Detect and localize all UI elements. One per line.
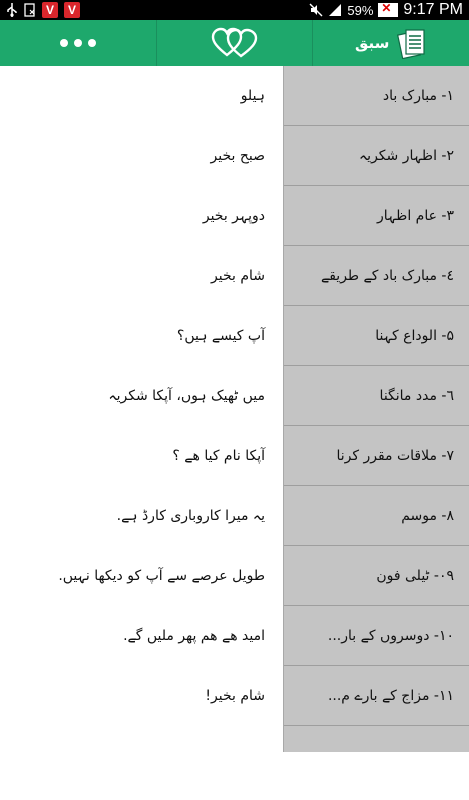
- phrase-item[interactable]: امید ھے ھم پھر ملیں گے.: [123, 628, 265, 644]
- signal-icon: [328, 3, 342, 17]
- phrase-item[interactable]: شام بخیر!: [205, 688, 265, 704]
- phrase-item[interactable]: ہیلو: [240, 88, 265, 104]
- more-dots-icon: [58, 38, 98, 48]
- bottom-blank-area: [0, 752, 469, 800]
- lesson-item[interactable]: ۸- موسم: [284, 486, 469, 546]
- lesson-item[interactable]: ۱۰- دوسروں کے بار...: [284, 606, 469, 666]
- system-icons: [309, 0, 469, 20]
- lesson-item[interactable]: ۰۹- ٹیلی فون: [284, 546, 469, 606]
- phrase-item[interactable]: طویل عرصے سے آپ کو دیکھا نہیں.: [58, 568, 265, 584]
- phrase-item[interactable]: آپ کیسے ہیں؟: [176, 328, 265, 344]
- lesson-item[interactable]: ۵- الوداع کہنا: [284, 306, 469, 366]
- vpn-icon: V: [64, 2, 80, 18]
- phrase-list: [0, 66, 283, 726]
- lessons-tab-label: سبق: [354, 34, 390, 52]
- lesson-item[interactable]: ۱۱- مزاج کے بارے م...: [284, 666, 469, 726]
- battery-icon: ✕: [378, 3, 398, 17]
- document-icon: [397, 27, 427, 59]
- lesson-item[interactable]: ۷- ملاقات مقرر کرنا: [284, 426, 469, 486]
- status-bar: [0, 0, 469, 20]
- usb-icon: [6, 3, 18, 17]
- sim-error-icon: [24, 3, 36, 17]
- phrase-item[interactable]: صبح بخیر: [210, 148, 265, 164]
- lesson-item[interactable]: ۲- اظہار شکریہ: [284, 126, 469, 186]
- notification-icons: [0, 0, 80, 20]
- phrase-item[interactable]: دوپہر بخیر: [202, 208, 265, 224]
- lesson-list: [283, 66, 469, 752]
- more-options-button[interactable]: [0, 20, 157, 66]
- mute-icon: [309, 3, 323, 17]
- lessons-tab[interactable]: [313, 20, 469, 66]
- phrase-item[interactable]: یہ میرا کاروباری کارڈ ہے.: [116, 508, 265, 524]
- phrase-item[interactable]: آپکا نام کیا ھے ؟: [172, 448, 265, 464]
- vpn-icon: V: [42, 2, 58, 18]
- phrase-item[interactable]: شام بخیر: [211, 268, 265, 284]
- content-area: [0, 66, 469, 752]
- lesson-item[interactable]: ۳- عام اظہار: [284, 186, 469, 246]
- lesson-item[interactable]: ٤- مبارک باد کے طریقے: [284, 246, 469, 306]
- lesson-item[interactable]: ٦- مدد مانگنا: [284, 366, 469, 426]
- clock: 9:17 PM: [403, 1, 463, 18]
- lesson-item[interactable]: ۱- مبارک باد: [284, 66, 469, 126]
- battery-percent: 59%: [347, 2, 374, 18]
- toolbar: [0, 20, 469, 66]
- phrase-item[interactable]: میں ٹھیک ہوں، آپکا شکریہ: [108, 388, 265, 404]
- hearts-icon: [211, 27, 259, 59]
- favorites-button[interactable]: [157, 20, 314, 66]
